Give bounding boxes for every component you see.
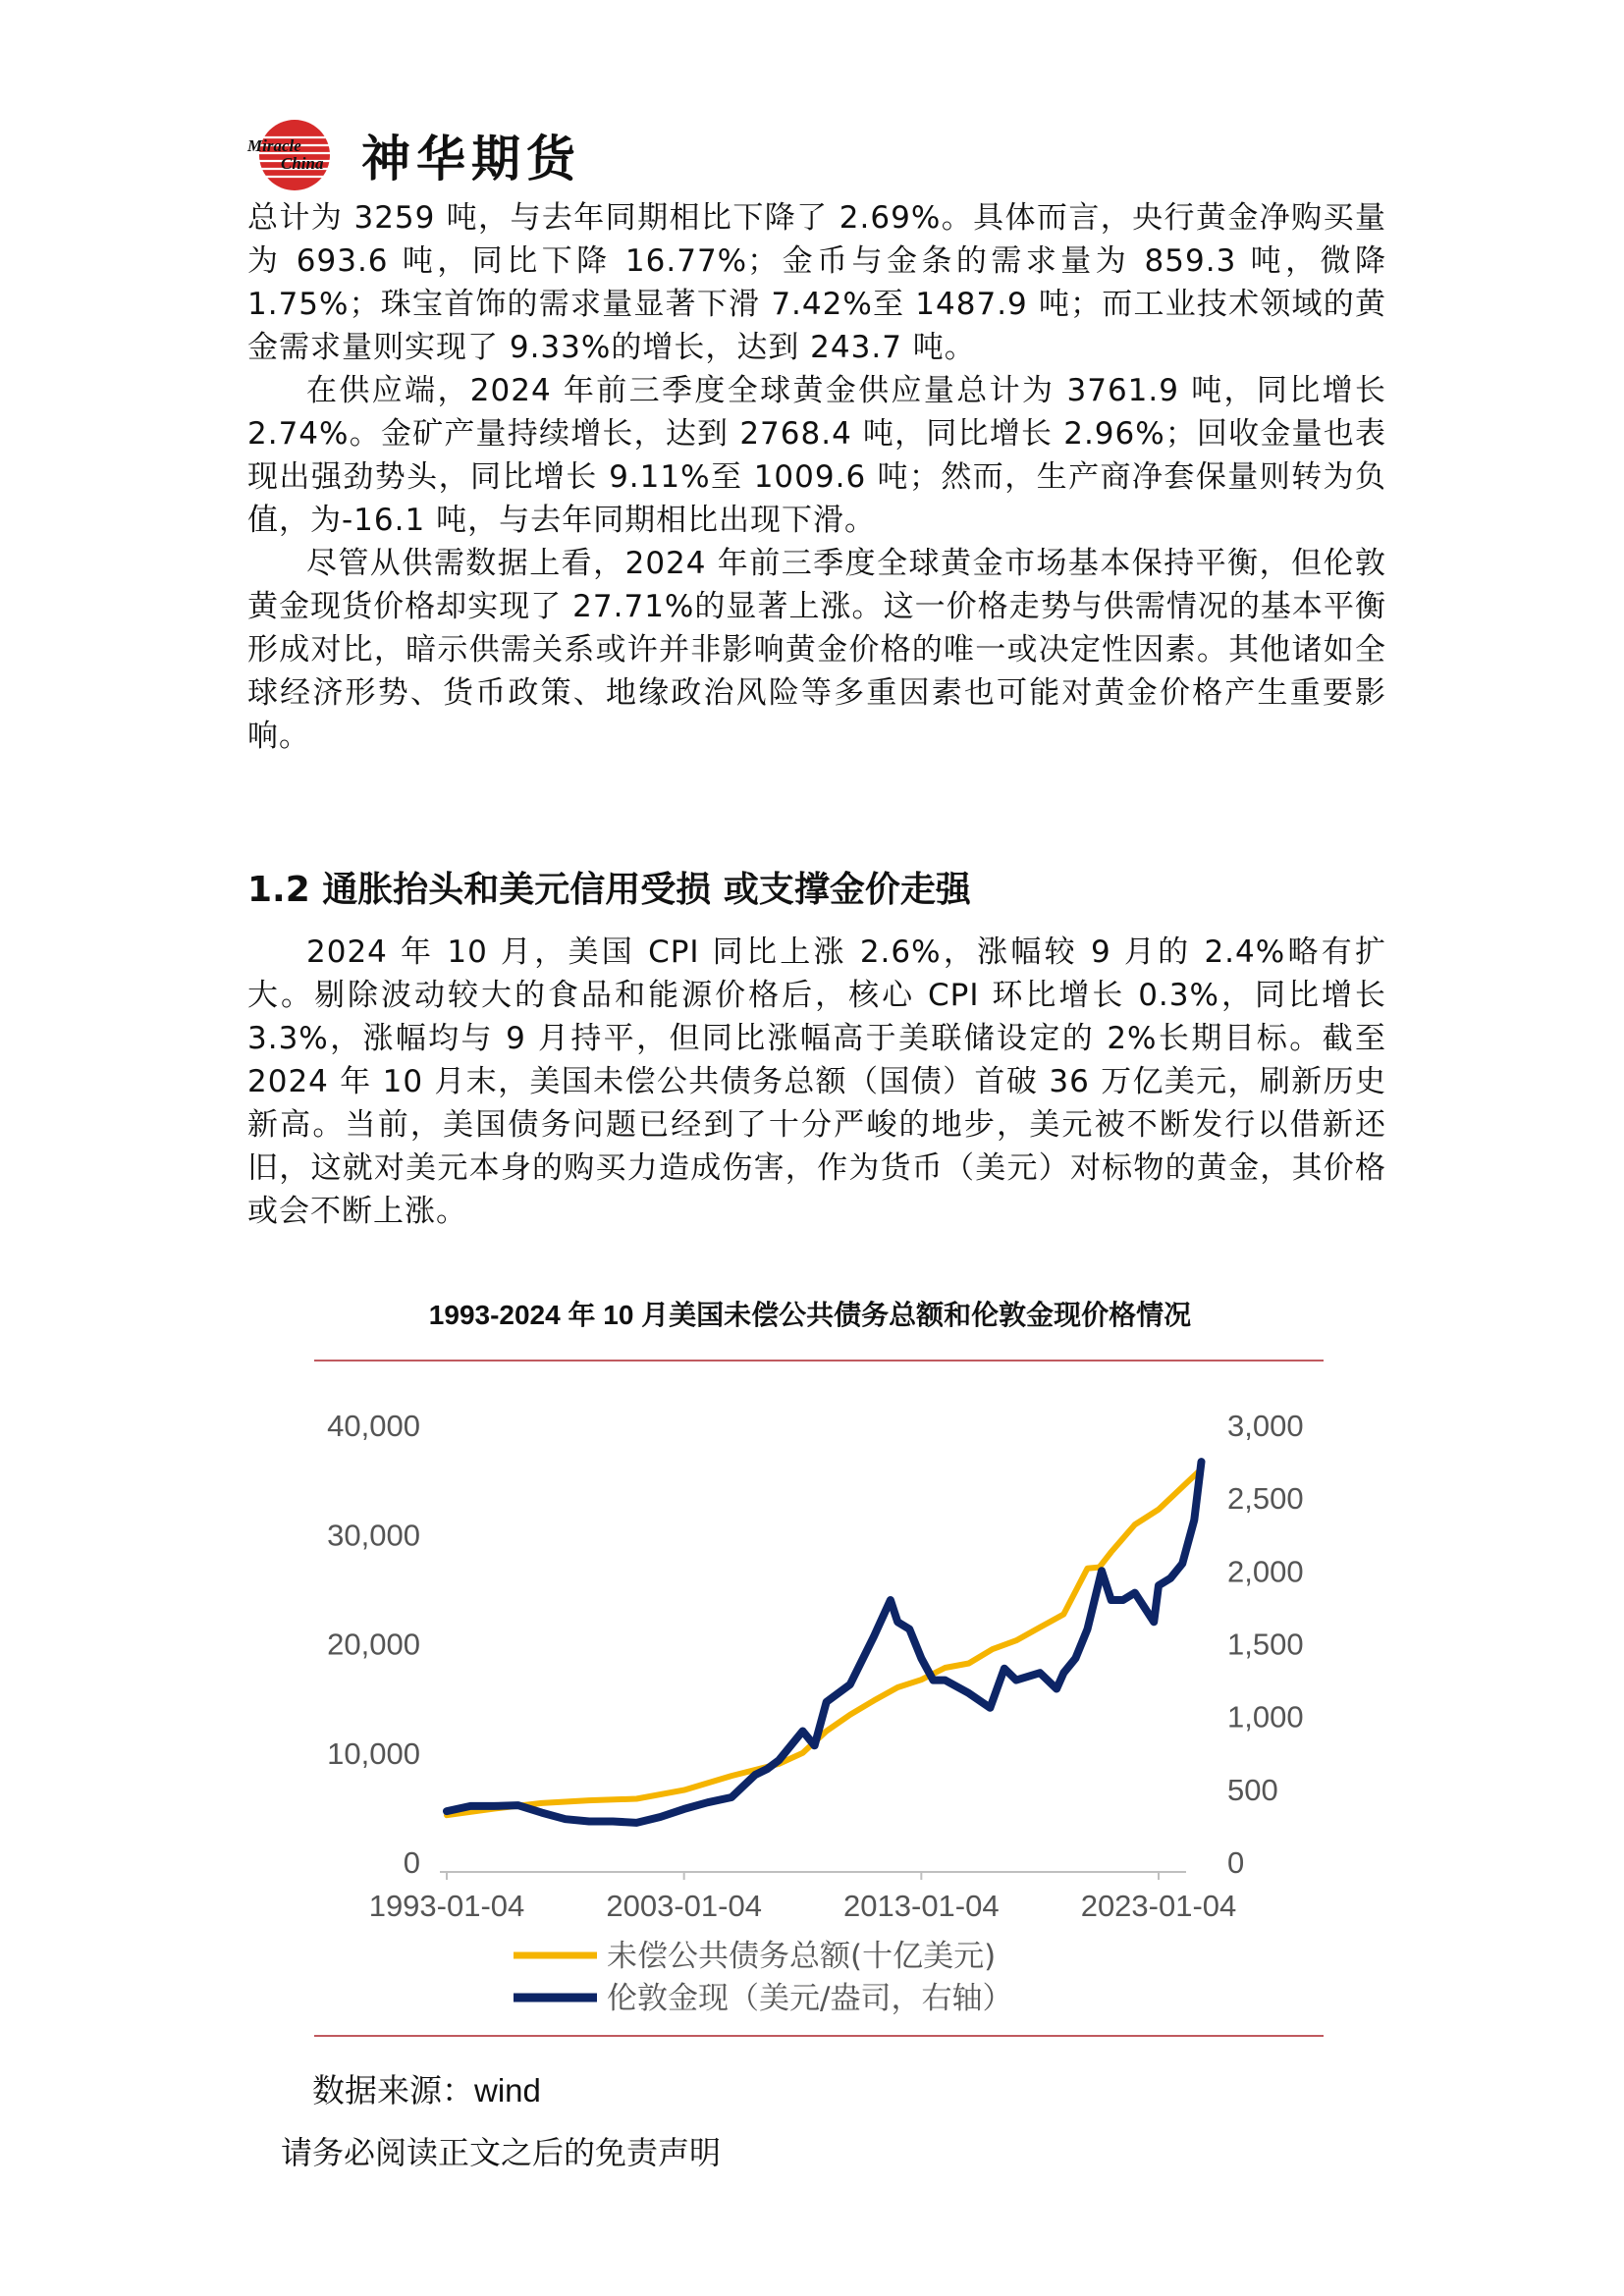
series-line-gold [447,1462,1202,1823]
x-tick-label: 1993-01-04 [368,1889,525,1923]
paragraph-supply: 在供应端，2024 年前三季度全球黄金供应量总计为 3761.9 吨，同比增长 2.74%。金矿产量持续增长，达到 2768.4 吨，同比增长 2.96%；回收金量也表现出强劲势头，同比增长 9.11%至 1009.6 吨；然而，生产商净套保量则转为负值，为-16.1 吨，与去年同期相比出现下滑。 [247,373,1386,538]
x-tick-label: 2023-01-04 [1080,1889,1237,1923]
y-left-tick-label: 10,000 [327,1735,420,1771]
paragraph-demand: 总计为 3259 吨，与去年同期相比下降了 2.69%。具体而言，央行黄金净购买量为 693.6 吨，同比下降 16.77%；金币与金条的需求量为 859.3 吨，微降 1.75%；珠宝首饰的需求量显著下滑 7.42%至 1487.9 吨；而工业技术领域的黄金需求量则实现了 9.33%的增长，达到 243.7 吨。 [247,200,1386,365]
intro-text [247,196,1386,758]
y-right-tick-label: 2,000 [1227,1554,1304,1589]
section-text [247,931,1386,1233]
section-title: 1.2 通胀抬头和美元信用受损 或支撑金价走强 [247,870,971,910]
x-tick-label: 2013-01-04 [843,1889,1000,1923]
series-line-debt [447,1469,1202,1816]
chart-title: 1993-2024 年 10 月美国未偿公共债务总额和伦敦金现价格情况 [428,1300,1192,1330]
disclaimer-note: 请务必阅读正文之后的免责声明 [281,2135,722,2170]
y-left-tick-label: 20,000 [327,1627,420,1662]
x-tick-label: 2003-01-04 [606,1889,762,1923]
y-right-tick-label: 2,500 [1227,1481,1304,1517]
brand-name: 神华期货 [361,131,581,187]
chart-container [312,1355,1324,2042]
y-right-tick-label: 3,000 [1227,1409,1304,1443]
company-logo [245,116,334,194]
logo-text-miracle: Miracle [247,136,301,155]
paragraph-balance: 尽管从供需数据上看，2024 年前三季度全球黄金市场基本保持平衡，但伦敦黄金现货价格却实现了 27.71%的显著上涨。这一价格走势与供需情况的基本平衡形成对比，暗示供需关系或许并非影响黄金价格的唯一或决定性因素。其他诸如全球经济形势、货币政策、地缘政治风险等多重因素也可能对黄金价格产生重要影响。 [247,546,1386,754]
y-right-tick-label: 0 [1227,1845,1245,1880]
y-right-tick-label: 1,500 [1227,1627,1304,1662]
y-left-tick-label: 30,000 [327,1518,420,1553]
debt-gold-chart [312,1355,1324,2042]
logo-text-china: China [281,154,324,173]
y-left-tick-label: 0 [403,1845,420,1880]
legend-label: 未偿公共债务总额(十亿美元) [607,1939,997,1974]
data-source: 数据来源：wind [312,2072,541,2109]
y-left-tick-label: 40,000 [327,1409,420,1443]
y-right-tick-label: 1,000 [1227,1699,1304,1735]
legend-label: 伦敦金现（美元/盎司，右轴） [607,1981,1013,2016]
y-right-tick-label: 500 [1227,1772,1278,1807]
paragraph-inflation: 2024 年 10 月，美国 CPI 同比上涨 2.6%，涨幅较 9 月的 2.4%略有扩大。剔除波动较大的食品和能源价格后，核心 CPI 环比增长 0.3%，同比增长 3.3%，涨幅均与 9 月持平，但同比涨幅高于美联储设定的 2%长期目标。截至 2024 年 10 月末，美国未偿公共债务总额（国债）首破 36 万亿美元，刷新历史新高。当前，美国债务问题已经到了十分严峻的地步，美元被不断发行以借新还旧，这就对美元本身的购买力造成伤害，作为货币（美元）对标物的黄金，其价格或会不断上涨。 [247,934,1386,1229]
